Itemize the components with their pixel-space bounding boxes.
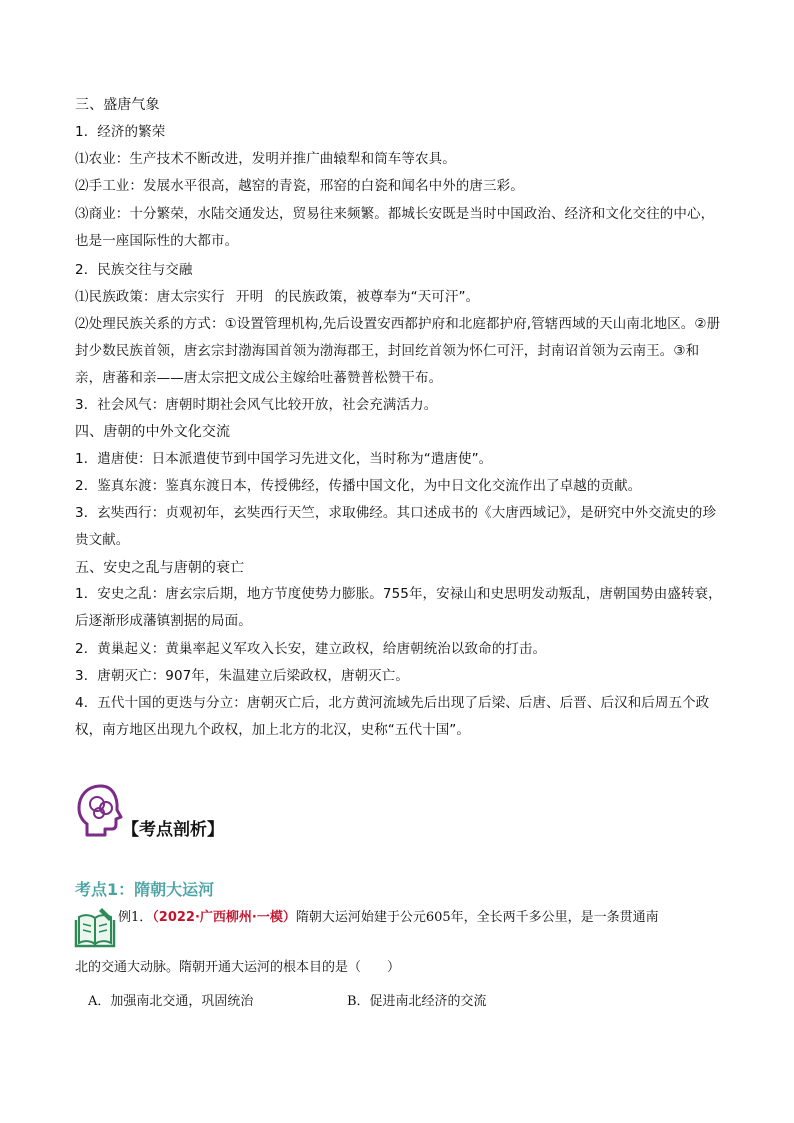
s3-p2a-pre: ⑴民族政策：唐太宗实行: [75, 289, 225, 305]
s3-p2: 2．民族交往与交融: [75, 262, 193, 278]
s3-p1b: ⑵手工业：发展水平很高，越窑的青瓷，邢窑的白瓷和闻名中外的唐三彩。: [75, 178, 524, 194]
s3-p2a: [75, 288, 725, 306]
s5-p1: 1．安史之乱：唐玄宗后期，地方节度使势力膨胀。755年，安禄山和史思明发动叛乱，唐朝国势由盛转衰，后逐渐形成藩镇割据的局面。: [75, 586, 722, 629]
s5-p4: 4．五代十国的更迭与分立：唐朝灭亡后，北方黄河流域先后出现了后梁、后唐、后晋、后汉和后周五个政权，南方地区出现九个政权，加上北方的北汉，史称“五代十国”。: [75, 695, 710, 738]
section-3-title: 三、盛唐气象: [75, 97, 160, 113]
example-source: （2022·广西柳州·一模）: [152, 910, 296, 925]
analysis-heading: 【考点剖析】: [122, 820, 224, 840]
section-4-title: 四、唐朝的中外文化交流: [75, 424, 231, 440]
s4-p3: 3．玄奘西行：贞观初年，玄奘西行天竺，求取佛经。其口述成书的《大唐西域记》，是研究中外交流史的珍贵文献。: [75, 505, 717, 548]
example-label: 例1．: [118, 910, 153, 925]
brain-head-icon: [75, 782, 127, 838]
fill-blank-answer: 开明: [236, 289, 264, 305]
section-5-title: 五、安史之乱与唐朝的衰亡: [75, 560, 245, 576]
s4-p2: 2．鉴真东渡：鉴真东渡日本，传授佛经，传播中国文化，为中日文化交流作出了卓越的贡献。: [75, 478, 642, 494]
s3-p2a-post: 的民族政策，被尊奉为“天可汗”。: [274, 289, 480, 305]
s5-p2: 2．黄巢起义：黄巢率起义军攻入长安，建立政权，给唐朝统治以致命的打击。: [75, 641, 547, 657]
s3-p1: 1．经济的繁荣: [75, 124, 166, 140]
s4-p1: 1．遣唐使：日本派遣使节到中国学习先进文化，当时称为“遣唐使”。: [75, 451, 493, 467]
example-text-2: 北的交通大动脉。隋朝开通大运河的根本目的是（ ）: [75, 960, 401, 975]
example-1-line-1: [118, 906, 659, 925]
open-book-icon: [72, 906, 118, 952]
topic-1-title: 考点1：隋朝大运河: [75, 880, 215, 899]
option-a: A．加强南北交通，巩固统治: [88, 994, 254, 1009]
s3-p3: 3．社会风气：唐朝时期社会风气比较开放，社会充满活力。: [75, 397, 438, 413]
s3-p1c: ⑶商业：十分繁荣，水陆交通发达，贸易往来频繁。都城长安既是当时中国政治、经济和文化交往的中心，也是一座国际性的大都市。: [75, 206, 715, 249]
example-text-1: 隋朝大运河始建于公元605年，全长两千多公里，是一条贯通南: [295, 910, 659, 925]
s3-p2b: ⑵处理民族关系的方式：①设置管理机构,先后设置安西都护府和北庭都护府,管辖西域的天山南北地区。②册封少数民族首领，唐玄宗封渤海国首领为渤海郡王，封回纥首领为怀仁可汗，封南诏首领为云南王。③和亲，唐蕃和亲——唐太宗把文成公主嫁给吐蕃赞普松赞干布。: [75, 316, 721, 386]
option-b: B．促进南北经济的交流: [347, 994, 487, 1009]
s3-p1a: ⑴农业：生产技术不断改进，发明并推广曲辕犁和筒车等农具。: [75, 151, 456, 167]
s5-p3: 3．唐朝灭亡：907年，朱温建立后梁政权，唐朝灭亡。: [75, 668, 409, 684]
